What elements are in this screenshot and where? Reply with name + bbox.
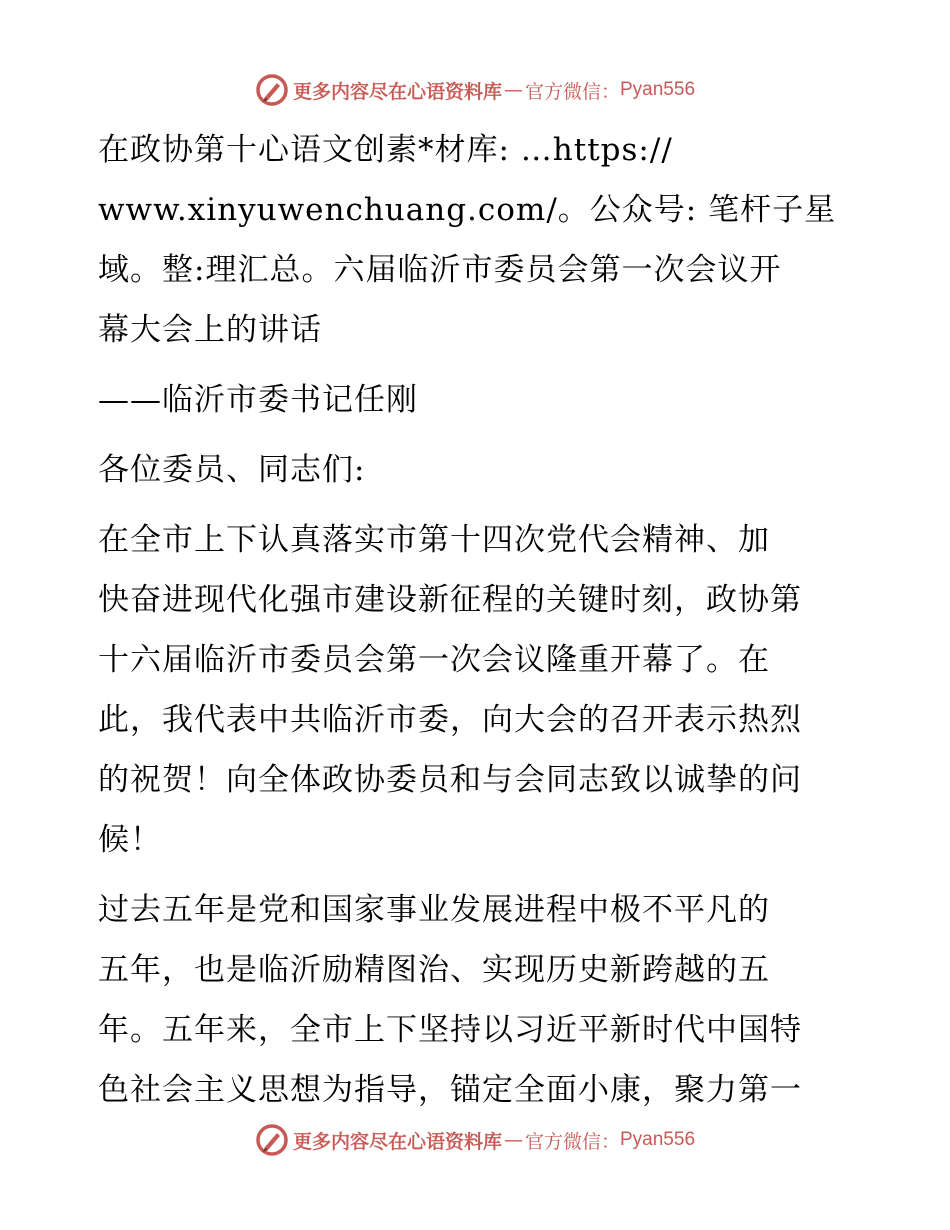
banner-wechat-id: Pyan556	[620, 1129, 696, 1150]
paragraph-line: 快奋进现代化强市建设新征程的关键时刻，政协第	[98, 582, 802, 618]
document-title	[98, 120, 858, 360]
paragraph-line: 过去五年是党和国家事业发展进程中极不平凡的	[98, 892, 770, 928]
header-banner	[0, 70, 950, 110]
paragraph-line: 在全市上下认真落实市第十四次党代会精神、加	[98, 522, 770, 558]
paragraph-line: 的祝贺！向全体政协委员和与会同志致以诚挚的问	[98, 762, 802, 798]
paragraph-line: 五年，也是临沂励精图治、实现历史新跨越的五	[98, 952, 770, 988]
banner-dash: —	[503, 79, 523, 101]
salutation: 各位委员、同志们:	[98, 452, 366, 488]
footer-banner	[0, 1120, 950, 1160]
banner-title: 更多内容尽在心语资料库	[292, 80, 502, 103]
paragraph-line: 候！	[98, 822, 162, 858]
document-body	[98, 120, 858, 1120]
title-line: 在政协第十心语文创素*材库: …https://	[98, 132, 673, 168]
title-line: 幕大会上的讲话	[98, 312, 322, 348]
banner-wechat-id: Pyan556	[620, 79, 696, 100]
banner-subtitle: 官方微信：	[524, 80, 620, 103]
paragraph-line: 此，我代表中共临沂市委，向大会的召开表示热烈	[98, 702, 802, 738]
banner-dash: —	[503, 1129, 523, 1151]
pen-logo-icon	[255, 73, 289, 107]
paragraph-line: 十六届临沂市委员会第一次会议隆重开幕了。在	[98, 642, 770, 678]
title-line: 域。整:理汇总。六届临沂市委员会第一次会议开	[98, 252, 782, 288]
paragraph-1	[98, 510, 858, 870]
author-line: ——临沂市委书记任刚	[98, 382, 418, 418]
paragraph-line: 色社会主义思想为指导，锚定全面小康，聚力第一	[98, 1072, 802, 1108]
banner-subtitle: 官方微信：	[524, 1130, 620, 1153]
paragraph-2	[98, 880, 858, 1120]
banner-title: 更多内容尽在心语资料库	[292, 1130, 502, 1153]
title-line: www.xinyuwenchuang.com/。公众号: 笔杆子星	[98, 192, 837, 228]
pen-logo-icon	[255, 1123, 289, 1157]
paragraph-line: 年。五年来，全市上下坚持以习近平新时代中国特	[98, 1012, 802, 1048]
